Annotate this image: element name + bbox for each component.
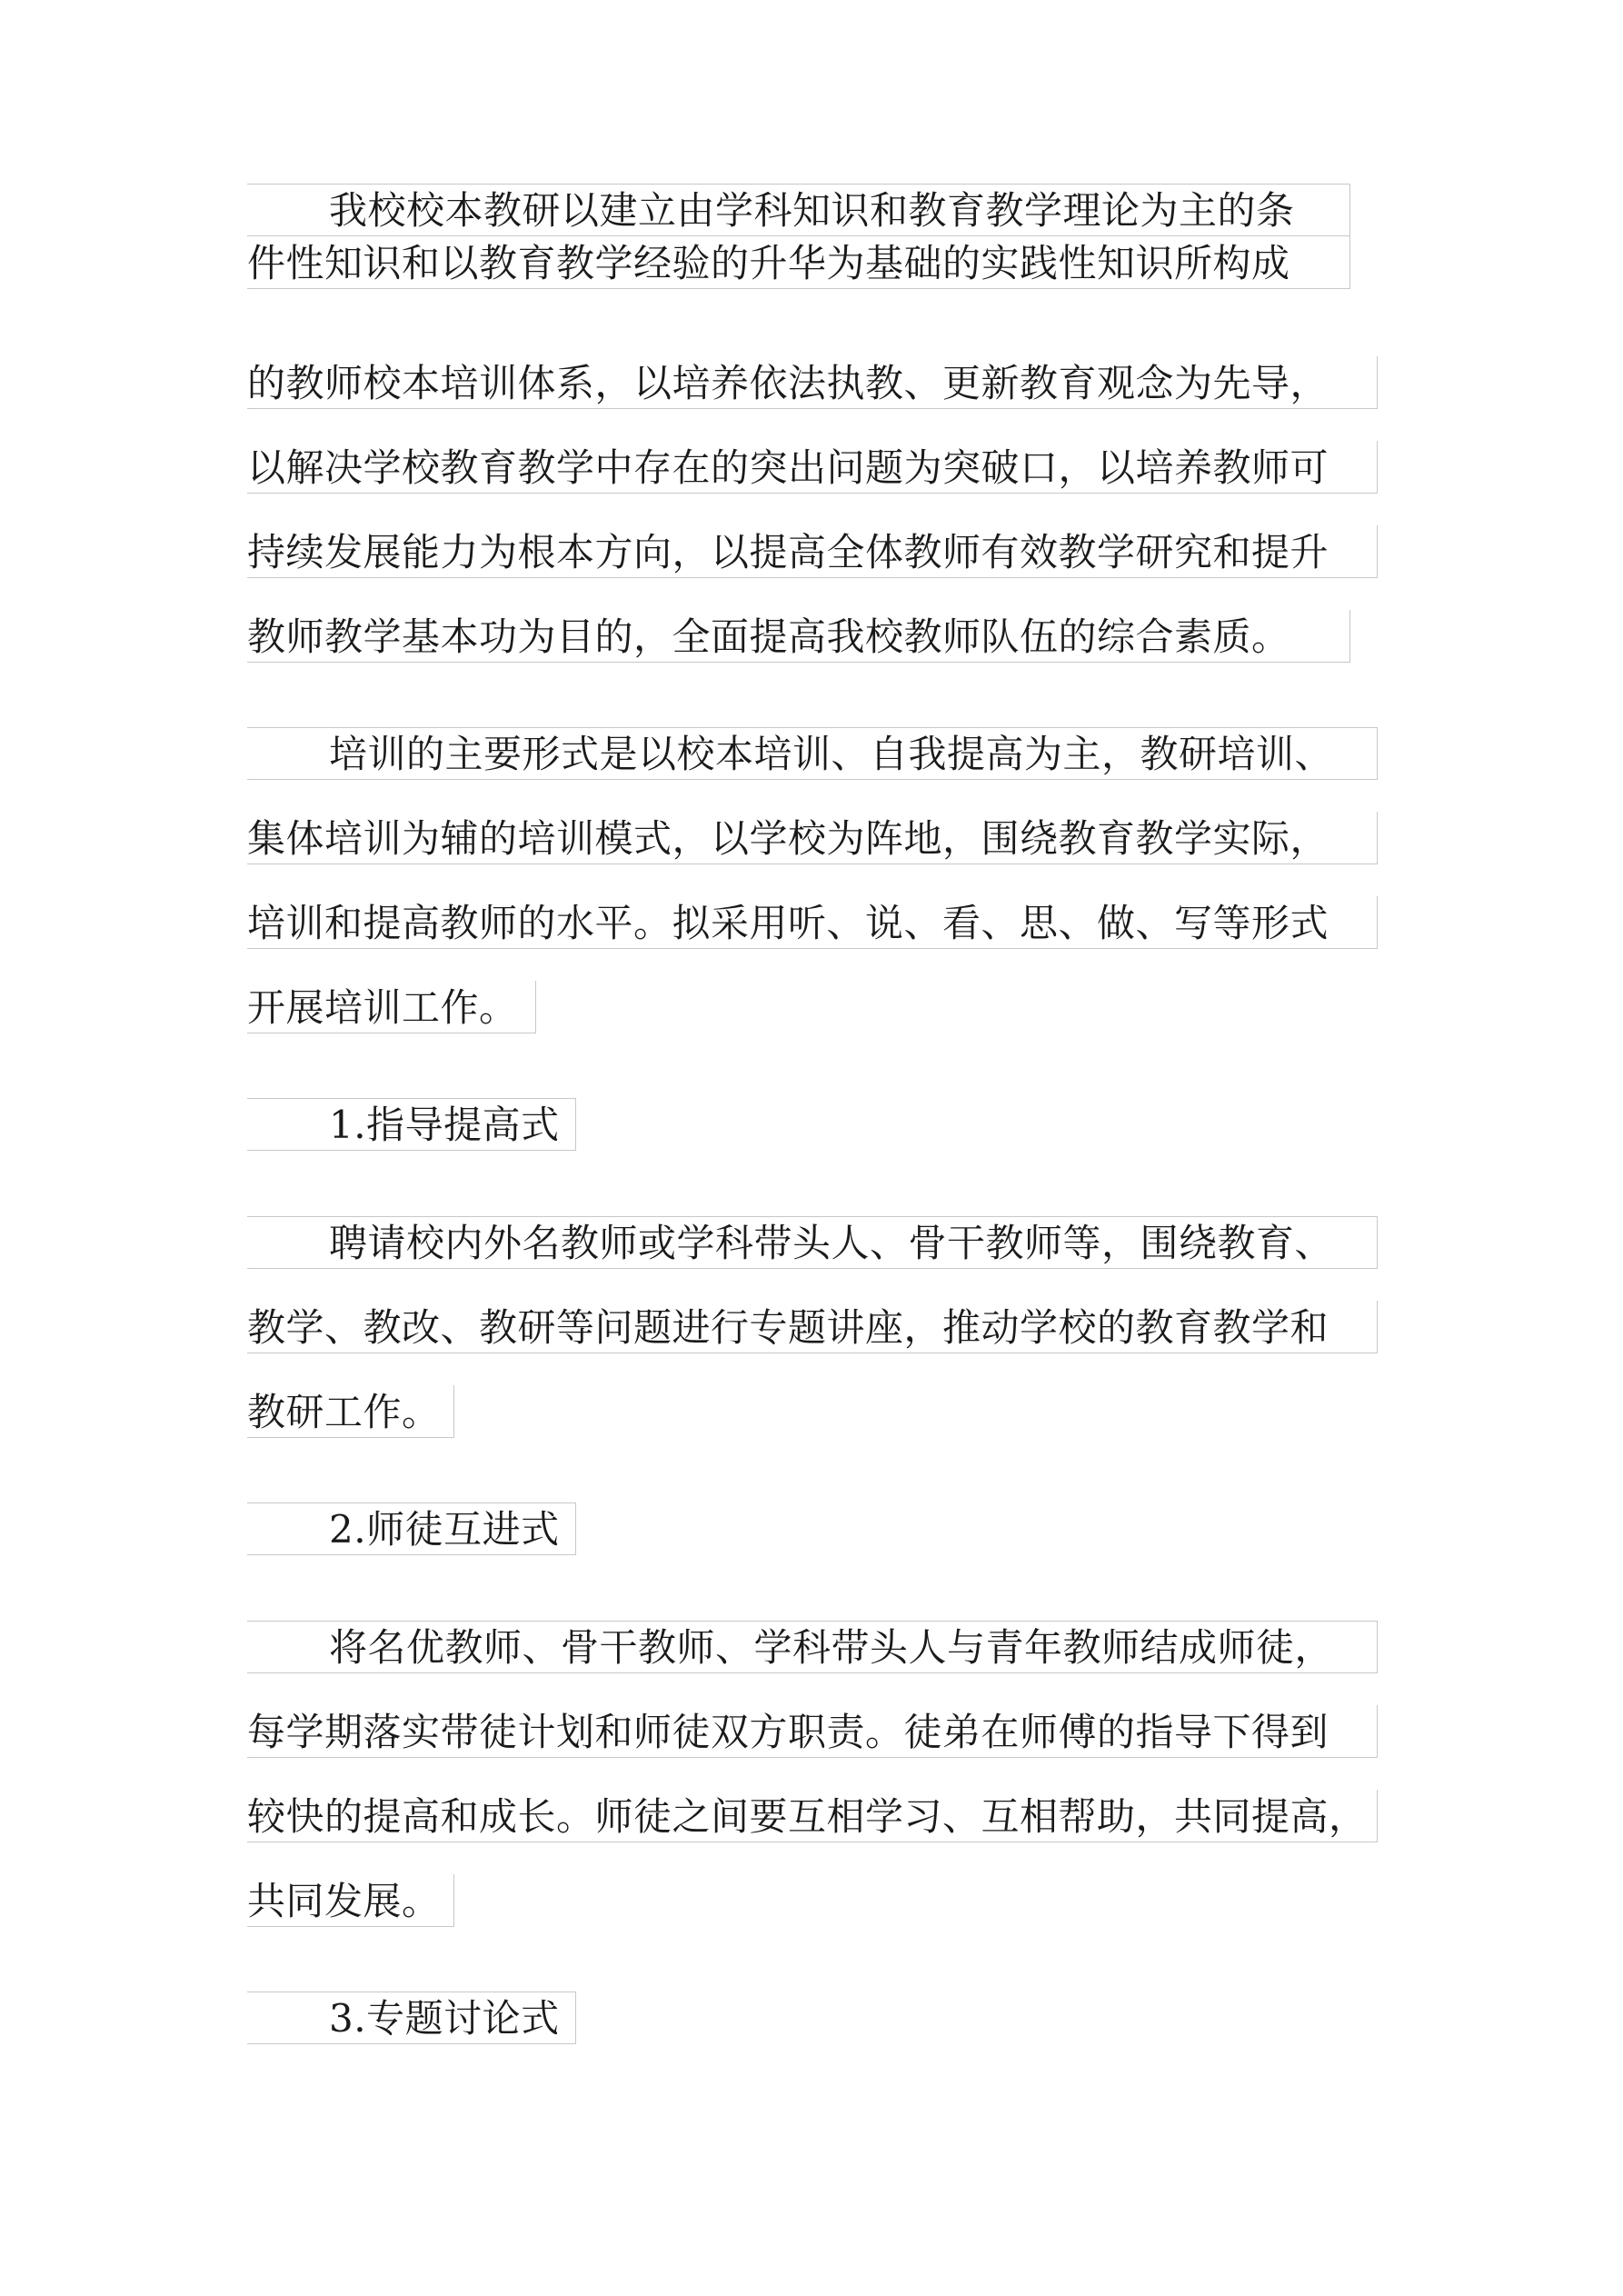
text-line: 每学期落实带徒计划和师徒双方职责。徒弟在师傅的指导下得到 (247, 1710, 1329, 1754)
paragraph-4-line-1 (247, 1621, 1378, 1673)
paragraph-2-line-2 (247, 812, 1378, 864)
text-line: 持续发展能力为根本方向，以提高全体教师有效教学研究和提升 (247, 530, 1329, 574)
text-line: 教学、教改、教研等问题进行专题讲座，推动学校的教育教学和 (247, 1305, 1329, 1350)
text-line: 教研工作。 (247, 1390, 441, 1434)
section-heading-1 (247, 1098, 576, 1151)
text-line: 共同发展。 (247, 1879, 441, 1923)
text-line: 件性知识和以教育教学经验的升华为基础的实践性知识所构成 (247, 241, 1290, 285)
text-line: 教师教学基本功为目的，全面提高我校教师队伍的综合素质。 (247, 614, 1290, 659)
text-line: 我校校本教研以建立由学科知识和教育教学理论为主的条 (329, 188, 1295, 233)
paragraph-1-line-6 (247, 610, 1350, 663)
paragraph-2-line-4 (247, 981, 536, 1033)
paragraph-1-line-5 (247, 525, 1378, 578)
paragraph-3-line-3 (247, 1385, 454, 1438)
text-line: 较快的提高和成长。师徒之间要互相学习、互相帮助，共同提高， (247, 1794, 1368, 1839)
paragraph-2-line-3 (247, 896, 1378, 949)
paragraph-1-line-4 (247, 441, 1378, 494)
paragraph-4-line-3 (247, 1790, 1378, 1842)
section-heading-3 (247, 1992, 576, 2044)
text-line: 聘请校内外名教师或学科带头人、骨干教师等，围绕教育、 (329, 1221, 1334, 1265)
heading-text: 2.师徒互进式 (329, 1507, 560, 1552)
paragraph-1-line-3 (247, 356, 1378, 409)
paragraph-3-line-1 (247, 1216, 1378, 1269)
heading-text: 3.专题讨论式 (329, 1996, 560, 2041)
text-line: 的教师校本培训体系，以培养依法执教、更新教育观念为先导， (247, 361, 1329, 405)
section-heading-2 (247, 1502, 576, 1555)
paragraph-1-line-1 (247, 184, 1350, 236)
text-line: 开展培训工作。 (247, 985, 518, 1030)
paragraph-3-line-2 (247, 1301, 1378, 1353)
text-line: 将名优教师、骨干教师、学科带头人与青年教师结成师徒， (329, 1625, 1334, 1670)
paragraph-1-line-2 (247, 236, 1350, 289)
text-line: 以解决学校教育教学中存在的突出问题为突破口，以培养教师可 (247, 445, 1329, 490)
heading-text: 1.指导提高式 (329, 1103, 560, 1147)
paragraph-4-line-2 (247, 1705, 1378, 1758)
paragraph-4-line-4 (247, 1874, 454, 1927)
text-line: 培训和提高教师的水平。拟采用听、说、看、思、做、写等形式 (247, 901, 1329, 945)
text-line: 集体培训为辅的培训模式，以学校为阵地，围绕教育教学实际， (247, 816, 1329, 861)
paragraph-2-line-1 (247, 727, 1378, 780)
text-line: 培训的主要形式是以校本培训、自我提高为主，教研培训、 (329, 732, 1334, 776)
